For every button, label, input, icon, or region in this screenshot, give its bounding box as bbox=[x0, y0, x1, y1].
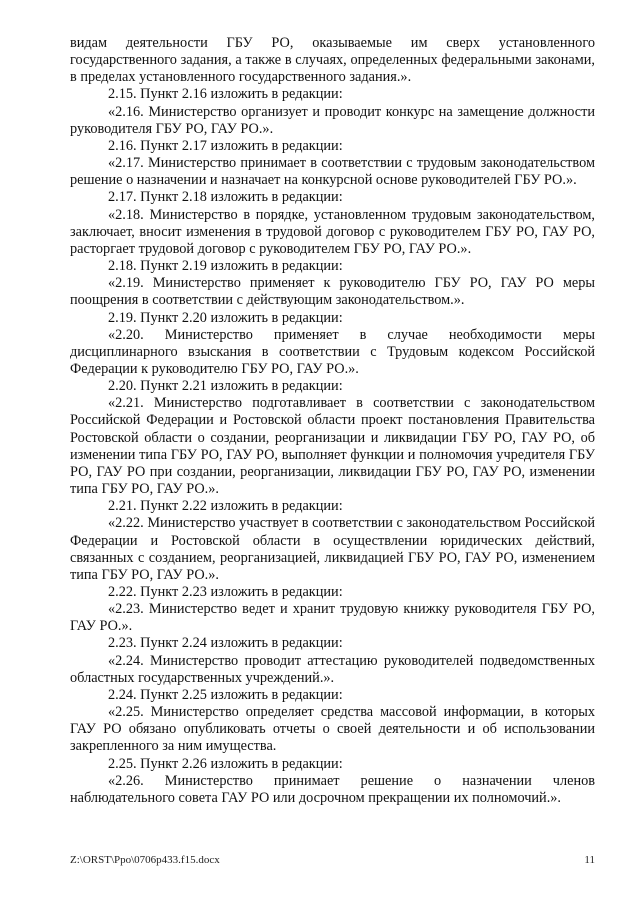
file-path: Z:\ORST\Ppo\0706p433.f15.docx bbox=[70, 854, 220, 866]
paragraph: «2.17. Министерство принимает в соответствии с трудовым законодательством решение о назначении и назначает на конкурсной основе руководителей ГБУ РО.». bbox=[70, 155, 595, 189]
paragraph: 2.25. Пункт 2.26 изложить в редакции: bbox=[108, 755, 343, 772]
paragraph: 2.24. Пункт 2.25 изложить в редакции: bbox=[108, 686, 343, 703]
document-page bbox=[70, 35, 595, 807]
paragraph: «2.16. Министерство организует и проводит конкурс на замещение должности руководителя ГБУ РО, ГАУ РО.». bbox=[70, 103, 595, 137]
paragraph: 2.16. Пункт 2.17 изложить в редакции: bbox=[108, 137, 343, 154]
paragraph: 2.19. Пункт 2.20 изложить в редакции: bbox=[108, 309, 343, 326]
paragraph: «2.20. Министерство применяет в случае необходимости меры дисциплинарного взыскания в соответствии с Трудовым кодексом Российской Федерации к руководителю ГБУ РО, ГАУ РО.». bbox=[70, 326, 595, 377]
paragraph: 2.22. Пункт 2.23 изложить в редакции: bbox=[108, 584, 343, 600]
paragraph: 2.21. Пункт 2.22 изложить в редакции: bbox=[108, 498, 343, 515]
page-number: 11 bbox=[584, 854, 595, 866]
paragraph: «2.19. Министерство применяет к руководителю ГБУ РО, ГАУ РО меры поощрения в соответствии с действующим законодательством.». bbox=[70, 275, 595, 309]
paragraph: 2.15. Пункт 2.16 изложить в редакции: bbox=[108, 86, 343, 103]
paragraph: «2.24. Министерство проводит аттестацию руководителей подведомственных областных государственных учреждений.». bbox=[70, 652, 595, 686]
paragraph: видам деятельности ГБУ РО, оказываемые им сверх установленного государственного задания, а также в случаях, определенных федеральными законами, в пределах установленного государственного задания.». bbox=[70, 35, 595, 86]
paragraph: «2.25. Министерство определяет средства массовой информации, в которых ГАУ РО обязано опубликовать отчеты о своей деятельности и об использовании закрепленного за ним имущества. bbox=[70, 704, 595, 755]
paragraph: 2.23. Пункт 2.24 изложить в редакции: bbox=[108, 635, 343, 652]
paragraph: «2.22. Министерство участвует в соответствии с законодательством Российской Федерации и Ростовской области в осуществлении юридических действий, связанных с созданием, реорганизацией, ликвидацией ГБУ РО, ГАУ РО, изменением типа ГБУ РО, ГАУ РО.». bbox=[70, 515, 595, 583]
paragraph: «2.23. Министерство ведет и хранит трудовую книжку руководителя ГБУ РО, ГАУ РО.». bbox=[70, 601, 595, 635]
paragraph: 2.17. Пункт 2.18 изложить в редакции: bbox=[108, 189, 343, 206]
paragraph: «2.21. Министерство подготавливает в соответствии с законодательством Российской Федерации и Ростовской области проект постановления Правительства Ростовской области о создании, реорганизации и ликвидации ГБУ РО, ГАУ РО, об изменении типа ГБУ РО, ГАУ РО, выполняет функции и полномочия учредителя ГБУ РО, ГАУ РО при создании, реорганизации, ликвидации ГБУ РО, ГАУ РО, изменении типа ГБУ РО, ГАУ РО.». bbox=[70, 395, 595, 498]
paragraph: 2.20. Пункт 2.21 изложить в редакции: bbox=[108, 378, 343, 395]
paragraph: «2.26. Министерство принимает решение о назначении членов наблюдательного совета ГАУ РО или досрочном прекращении их полномочий.». bbox=[70, 772, 595, 806]
page-footer bbox=[70, 854, 595, 866]
document-body bbox=[70, 35, 595, 807]
paragraph: 2.18. Пункт 2.19 изложить в редакции: bbox=[108, 258, 343, 275]
paragraph: «2.18. Министерство в порядке, установленном трудовым законодательством, заключает, вносит изменения в трудовой договор с руководителем ГБУ РО, ГАУ РО, расторгает трудовой договор с руководителем ГБУ РО, ГАУ РО.». bbox=[70, 206, 595, 257]
